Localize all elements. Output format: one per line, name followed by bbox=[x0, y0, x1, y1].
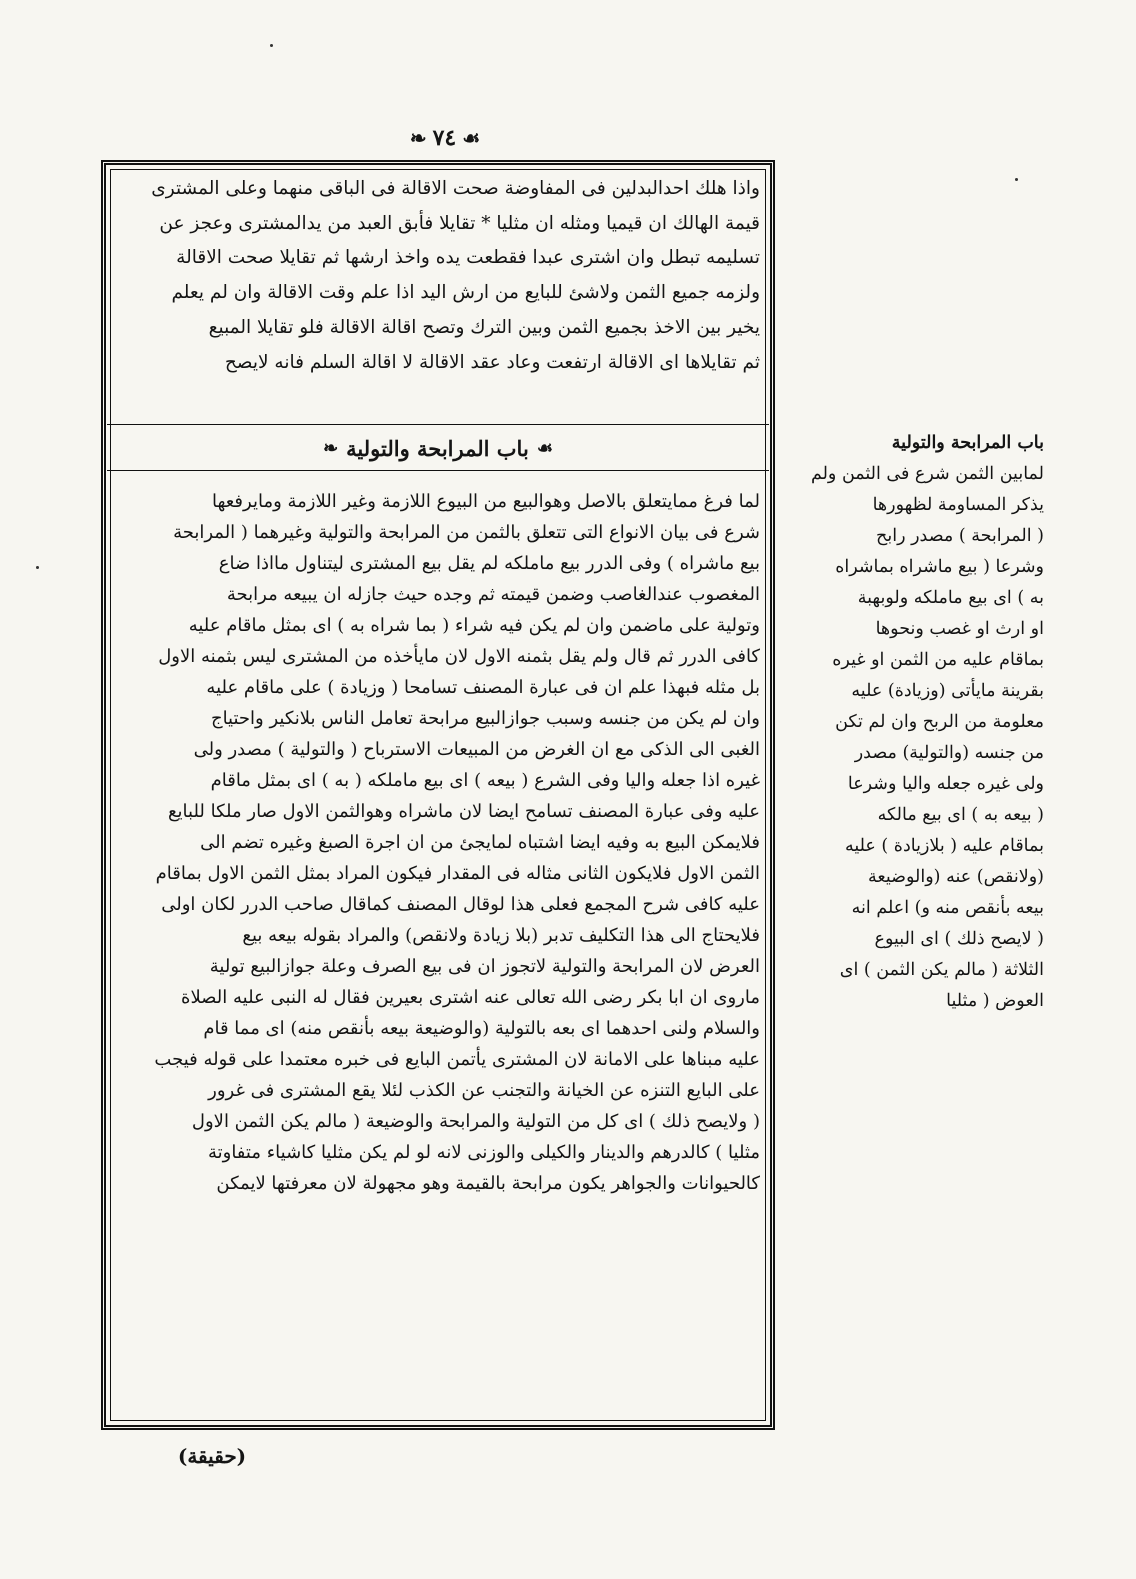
text-line: معلومة من الربح وان لم تكن bbox=[835, 712, 1044, 732]
section-title: باب المرابحة والتولية bbox=[346, 435, 529, 461]
paper-speck bbox=[270, 44, 273, 47]
text-line: به ) اى بيع ماملكه ولوبهبة bbox=[857, 588, 1044, 608]
text-line: ولى غيره جعله واليا وشرعا bbox=[847, 774, 1044, 794]
page-number-value: ٧٤ bbox=[432, 125, 457, 151]
text-line: فلايمكن البيع به وفيه ايضا اشتباه لمايجئ من ان اجرة الصبغ وغيره تضم الى bbox=[200, 832, 760, 853]
text-line: واذا هلك احدالبدلين فى المفاوضة صحت الاقالة فى الباقى منهما وعلى المشترى bbox=[151, 178, 760, 199]
text-line: الثمن الاول فلايكون الثانى مثاله فى المقدار فيكون المراد بمثل الثمن الاول بماقام bbox=[155, 863, 760, 884]
text-line: عليه مبناها على الامانة لان المشترى يأتمن البايع فى خبره معتمدا على قوله فيجب bbox=[154, 1049, 760, 1070]
text-line: بيع ماشراه ) وفى الدرر بيع ماملكه لم يقل بيع المشترى ليتناول مااذا ضاع bbox=[218, 553, 760, 574]
section-heading bbox=[107, 428, 769, 468]
text-line: كالحيوانات والجواهر يكون مرابحة بالقيمة وهو مجهولة لان معرفتها لايمكن bbox=[216, 1173, 760, 1194]
text-line: (ولانقص) عنه (والوضيعة bbox=[868, 867, 1044, 887]
text-line: ( لايصح ذلك ) اى البيوع bbox=[874, 929, 1044, 949]
text-line: المغصوب عندالغاصب وضمن قيمته ثم وجده حيث جازله ان يبيعه مرابحة bbox=[226, 584, 760, 605]
text-line: عليه وفى عبارة المصنف تسامح ايضا لان ماشراه وهوالثمن الاول صار ملكا للبايع bbox=[167, 801, 760, 822]
text-line: ( ولايصح ذلك ) اى كل من التولية والمرابحة والوضيعة ( مالم يكن الثمن الاول bbox=[191, 1111, 760, 1132]
text-line: عليه كافى شرح المجمع فعلى هذا لوقال المصنف كماقال صاحب الدرر لكان اولى bbox=[161, 894, 760, 915]
text-line: بقرينة مايأتى (وزيادة) عليه bbox=[851, 681, 1044, 701]
text-line: ( بيعه به ) اى بيع مالكه bbox=[877, 805, 1044, 825]
text-line: قيمة الهالك ان قيميا ومثله ان مثليا * تقايلا فأبق العبد من يدالمشترى وعجز عن bbox=[159, 212, 760, 234]
text-line: على البايع التنزه عن الخيانة والتجنب عن الكذب لئلا يقع المشترى فى غرور bbox=[208, 1080, 760, 1101]
text-line: ( المرابحة ) مصدر رابح bbox=[876, 526, 1044, 546]
text-line: ولزمه جميع الثمن ولاشئ للبايع من ارش اليد اذا علم وقت الاقالة وان لم يعلم bbox=[171, 282, 760, 304]
text-line: وشرعا ( بيع ماشراه بماشراه bbox=[835, 557, 1044, 577]
paper-speck bbox=[36, 566, 39, 569]
text-line: شرع فى بيان الانواع التى تتعلق بالثمن من المرابحة والتولية وغيرهما ( المرابحة bbox=[173, 522, 760, 543]
side-heading: باب المرابحة والتولية bbox=[891, 433, 1044, 453]
text-line: وتولية على ماضمن وان لم يكن فيه شراء ( بما شراه به ) اى بمثل ماقام عليه bbox=[188, 615, 760, 636]
page-number bbox=[382, 118, 508, 158]
top-text-block bbox=[110, 172, 760, 420]
text-line: من جنسه (والتولية) مصدر bbox=[854, 743, 1044, 763]
text-line: بيعه بأنقص منه و) اعلم انه bbox=[851, 898, 1044, 918]
text-line: ثم تقايلاها اى الاقالة ارتفعت وعاد عقد الاقالة لا اقالة السلم فانه لايصح bbox=[224, 351, 760, 373]
catchword: (حقيقة) bbox=[177, 1444, 247, 1468]
text-line: لمابين الثمن شرع فى الثمن ولم bbox=[810, 464, 1044, 484]
text-line: مثليا ) كالدرهم والدينار والكيلى والوزنى لانه لو لم يكن مثليا كاشياء متفاوتة bbox=[207, 1142, 760, 1163]
ornament-right-icon: ☙ bbox=[462, 126, 481, 150]
text-line: يذكر المساومة لظهورها bbox=[872, 495, 1044, 515]
text-line: وان لم يكن من جنسه وسبب جوازالبيع مرابحة تعامل الناس بلانكير واحتياج bbox=[210, 708, 760, 729]
text-line: لما فرغ ممايتعلق بالاصل وهوالبيع من البيوع اللازمة وغير اللازمة ومايرفعها bbox=[211, 491, 760, 512]
text-line: ماروى ان ابا بكر رضى الله تعالى عنه اشترى بعيرين فقال له النبى عليه الصلاة bbox=[181, 987, 760, 1008]
text-line: كافى الدرر ثم قال ولم يقل بثمنه الاول لان مايأخذه من المشترى ليس بثمنه الاول bbox=[158, 646, 760, 667]
text-line: تسليمه تبطل وان اشترى عبدا فقطعت يده واخذ ارشها ثم تقايلا صحت الاقالة bbox=[176, 247, 760, 269]
ornament-left-icon: ❧ bbox=[409, 126, 427, 150]
text-line: او ارث او غصب ونحوها bbox=[875, 619, 1044, 639]
text-line: والسلام ولنى احدهما اى بعه بالتولية (والوضيعة بيعه بأنقص منه) اى مما قام bbox=[203, 1018, 760, 1039]
text-line: الثلاثة ( مالم يكن الثمن ) اى bbox=[839, 960, 1044, 980]
text-line: بماقام عليه من الثمن او غيره bbox=[832, 650, 1044, 670]
section-rule-bottom bbox=[107, 470, 769, 471]
main-text-block bbox=[110, 486, 760, 1416]
ornament-left-icon: ❧ bbox=[323, 437, 339, 459]
section-rule-top bbox=[107, 424, 769, 425]
text-line: الغبى الى الذكى مع ان الغرض من المبيعات الاسترباح ( والتولية ) مصدر ولى bbox=[193, 739, 760, 760]
text-line: العرض لان المرابحة والتولية لاتجوز ان فى بيع الصرف وعلة جوازالبيع تولية bbox=[209, 956, 760, 977]
text-line: العوض ( مثليا bbox=[946, 991, 1044, 1011]
text-line: غيره اذا جعله واليا وفى الشرع ( بيعه ) اى بيع ماملكه ( به ) اى بمثل ماقام bbox=[210, 770, 760, 791]
text-line: بماقام عليه ( بلازيادة ) عليه bbox=[844, 836, 1044, 856]
ornament-right-icon: ☙ bbox=[536, 437, 553, 459]
text-line: يخير بين الاخذ بجميع الثمن وبين الترك وتصح اقالة الاقالة فلو تقايلا المبيع bbox=[208, 316, 760, 338]
text-line: بل مثله فبهذا علم ان فى عبارة المصنف تسامحا ( وزيادة ) على ماقام عليه bbox=[206, 677, 760, 698]
side-commentary bbox=[790, 428, 1044, 1198]
paper-speck bbox=[1015, 178, 1018, 181]
text-line: فلايحتاج الى هذا التكليف تدبر (بلا زيادة ولانقص) والمراد بقوله بيعه بيع bbox=[242, 925, 760, 946]
